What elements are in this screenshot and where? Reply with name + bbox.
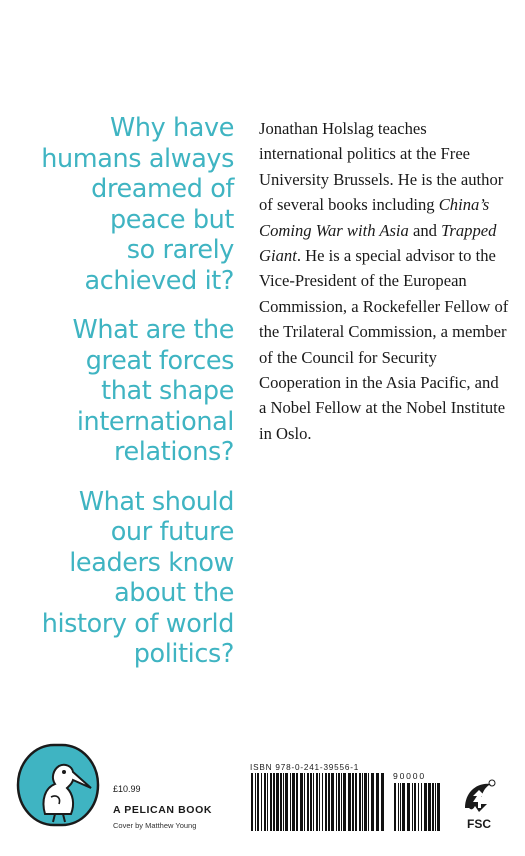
author-bio-text: Jonathan Holslag teaches international politics at the Free University Brussels. He is the author of several books including China’s Coming War with Asia and Trapped Giant. He is a special advisor to the Vice-President of the European Commission, a Rockefeller Fellow of the Trilateral Commission, a member of the Council for Security Cooperation in the Asia Pacific, and a Nobel Fellow at the Nobel Institute in Oslo. xyxy=(259,119,509,443)
pelican-icon xyxy=(15,742,101,828)
question-leaders: What should our future leaders know about the history of world politics? xyxy=(41,486,234,669)
book-title-chinas-coming-war: China’s Coming War with Asia xyxy=(259,195,490,240)
question-forces: What are the great forces that shape international relations? xyxy=(72,315,234,467)
isbn-number: ISBN 978-0-241-39556-1 xyxy=(250,763,360,772)
fsc-icon xyxy=(461,776,497,832)
fsc-label: FSC xyxy=(467,817,491,831)
isbn-barcode xyxy=(250,773,388,831)
imprint-label: A PELICAN BOOK xyxy=(113,804,213,816)
price-barcode xyxy=(393,783,443,831)
barcode-price-code: 90000 xyxy=(393,771,426,781)
question-peace: Why have humans always dreamed of peace but so rarely achieved it? xyxy=(41,113,234,296)
questions-block xyxy=(20,113,234,689)
cover-credit: Cover by Matthew Young xyxy=(113,821,197,830)
price-label: £10.99 xyxy=(113,784,141,794)
author-bio xyxy=(259,116,509,446)
book-title-trapped-giant: Trapped Giant xyxy=(259,220,497,266)
